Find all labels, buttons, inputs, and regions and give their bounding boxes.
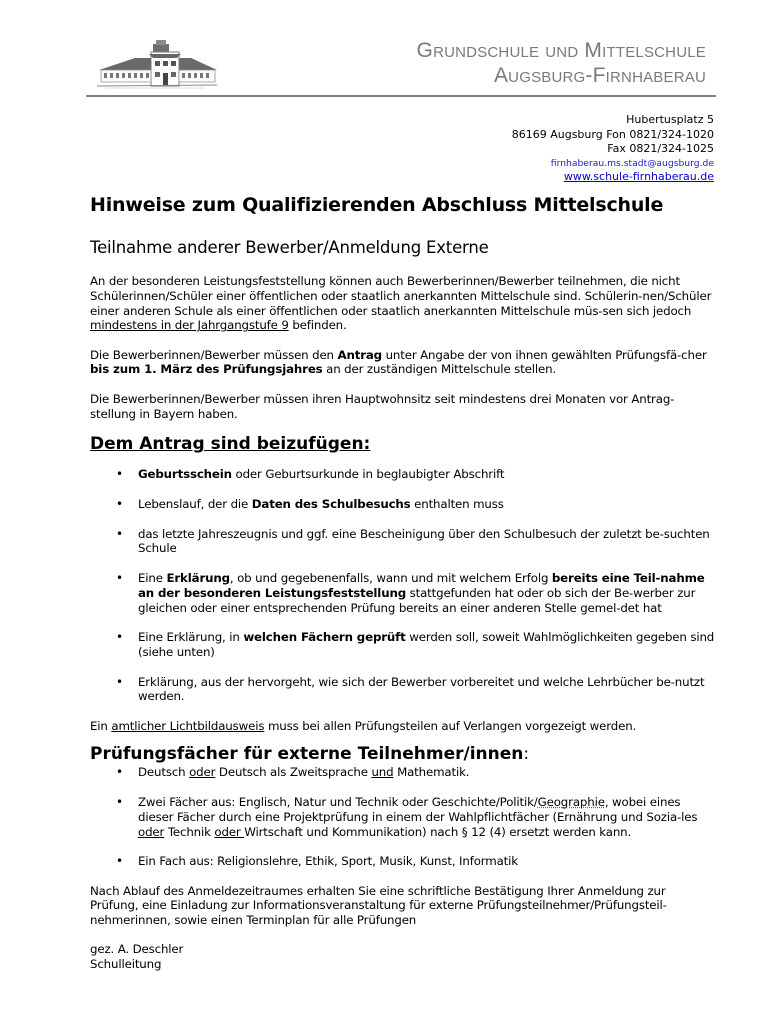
underlined-text: oder	[138, 824, 165, 839]
text: Technik	[164, 824, 215, 839]
bullet-icon: •	[116, 795, 123, 810]
bold-text: Geburtsschein	[138, 467, 232, 482]
bold-text: welchen Fächern geprüft	[243, 630, 406, 645]
intro-paragraph-1	[90, 274, 716, 333]
bold-text: Erklärung	[166, 570, 230, 585]
text: Eine Erklärung, in	[138, 630, 244, 645]
section-heading-external-applicants: Teilnahme anderer Bewerber/Anmeldung Externe	[90, 238, 489, 257]
text: Erklärung, aus der hervorgeht, wie sich der Bewerber vorbereitet und welche Lehrbücher be-nutzt werden.	[138, 674, 705, 704]
underlined-text: oder	[189, 765, 216, 780]
list-item	[90, 467, 716, 482]
text: enthalten muss	[410, 496, 504, 511]
text: An der besonderen Leistungsfeststellung können auch Bewerberinnen/Bewerber teilnehmen, die nicht Schülerinnen/Schüler einer öffentlichen oder staatlich anerkannten Mittelschule sind. Schülerin-nen/Schüler einer anderen Schule als einer öffentlichen oder staatlich anerkannten Mittelschule müs-sen sich jedoch	[90, 274, 712, 318]
list-item	[90, 497, 716, 512]
closing-paragraph: Nach Ablauf des Anmeldezeitraumes erhalten Sie eine schriftliche Bestätigung Ihrer Anmeldung zur Prüfung, eine Einladung zur Informationsveranstaltung für externe Prüfungsteilnehmer/Prüfungsteil-nehmerinnen, sowie einen Terminplan für alle Prüfungen	[90, 883, 667, 928]
text: das letzte Jahreszeugnis und ggf. eine Bescheinigung über den Schulbesuch der zuletzt be-suchten Schule	[138, 526, 710, 556]
email-link[interactable]: firnhaberau.ms.stadt@augsburg.de	[550, 157, 714, 169]
signature-name: gez. A. Deschler	[90, 942, 184, 957]
bold-text: Daten des Schulbesuchs	[251, 496, 411, 511]
text: Mathematik.	[393, 765, 470, 780]
bullet-icon: •	[116, 570, 123, 585]
intro-paragraph-3: Die Bewerberinnen/Bewerber müssen ihren Hauptwohnsitz seit mindestens drei Monaten vor Antrag-stellung in Bayern haben.	[90, 391, 675, 421]
list-item	[90, 571, 716, 615]
address-fax: Fax 0821/324-1025	[607, 142, 714, 155]
text: Deutsch als Zweitsprache	[215, 765, 372, 780]
text: Wirtschaft und Kommunikation) nach § 12 (4) ersetzt werden kann.	[244, 824, 632, 839]
list-item	[90, 795, 716, 839]
intro-paragraph-2	[90, 348, 716, 378]
school-name	[417, 38, 706, 88]
school-address-block	[512, 113, 714, 184]
document-title: Hinweise zum Qualifizierenden Abschluss Mittelschule	[90, 194, 664, 216]
bullet-icon: •	[116, 526, 123, 541]
bullet-icon: •	[116, 467, 123, 482]
text: muss bei allen Prüfungsteilen auf Verlangen vorgezeigt werden.	[264, 718, 637, 733]
text: Ein	[90, 718, 112, 733]
heading-colon: :	[523, 744, 530, 765]
text: stattgefunden hat oder ob sich der Be-werber zur gleichen oder einer entsprechenden Prüfung bereits an einer anderen Stelle gemel-det hat	[138, 585, 696, 615]
id-note-paragraph	[90, 719, 716, 734]
text: befinden.	[288, 318, 347, 333]
website-link[interactable]: www.schule-firnhaberau.de	[563, 169, 714, 183]
list-item	[90, 630, 716, 660]
subjects-list	[90, 765, 716, 869]
text: Deutsch	[138, 765, 190, 780]
list-item	[90, 675, 716, 705]
bold-text: Antrag	[337, 347, 382, 362]
list-item	[90, 854, 716, 869]
bullet-icon: •	[116, 630, 123, 645]
list-item	[90, 527, 716, 557]
spellcheck-marked-text: Geographie	[537, 795, 605, 810]
bullet-icon: •	[116, 674, 123, 689]
bullet-icon: •	[116, 854, 123, 869]
underlined-text: oder	[214, 824, 245, 839]
heading-text: Prüfungsfächer für externe Teilnehmer/innen	[90, 744, 524, 765]
text: oder Geburtsurkunde in beglaubigter Abschrift	[231, 467, 505, 482]
text: Ein Fach aus: Religionslehre, Ethik, Sport, Musik, Kunst, Informatik	[138, 854, 518, 869]
text: Lebenslauf, der die	[138, 496, 252, 511]
text: , wobei eines dieser Fächer durch eine Projektprüfung in einem der Wahlpflichtfächer (Ernährung und Sozia-les	[138, 795, 698, 824]
attachments-list	[90, 467, 716, 704]
list-item	[90, 765, 716, 780]
text: Die Bewerberinnen/Bewerber müssen den	[90, 347, 338, 362]
school-building-logo-icon	[95, 40, 220, 92]
bold-text: bereits eine Teil-nahme an der besonderen Leistungsfeststellung	[138, 570, 705, 600]
bold-text: bis zum 1. März des Prüfungsjahres	[90, 362, 323, 377]
text: an der zuständigen Mittelschule stellen.	[322, 362, 557, 377]
text: werden soll, soweit Wahlmöglichkeiten gegeben sind (siehe unten)	[138, 630, 715, 659]
underlined-text: mindestens in der Jahrgangstufe 9	[90, 318, 289, 333]
document-body	[90, 192, 716, 972]
attachments-heading: Dem Antrag sind beizufügen:	[90, 434, 371, 455]
header-divider	[86, 95, 716, 97]
underlined-text: amtlicher Lichtbildausweis	[111, 718, 265, 733]
school-name-line2: Augsburg-Firnhaberau	[493, 64, 706, 87]
underlined-text: und	[371, 765, 394, 780]
text: Eine	[138, 570, 167, 585]
school-name-line1: Grundschule und Mittelschule	[416, 39, 706, 62]
address-city-phone: 86169 Augsburg Fon 0821/324-1020	[511, 127, 714, 141]
bullet-icon: •	[116, 496, 123, 511]
bullet-icon: •	[116, 765, 123, 780]
address-street: Hubertusplatz 5	[626, 113, 714, 126]
text: unter Angabe der von ihnen gewählten Prüfungsfä-cher	[381, 347, 707, 362]
signature-role: Schulleitung	[90, 957, 162, 972]
text: , ob und gegebenenfalls, wann und mit welchem Erfolg	[229, 570, 552, 585]
text: Zwei Fächer aus: Englisch, Natur und Technik oder Geschichte/Politik/	[138, 795, 538, 810]
subjects-heading	[90, 743, 716, 765]
